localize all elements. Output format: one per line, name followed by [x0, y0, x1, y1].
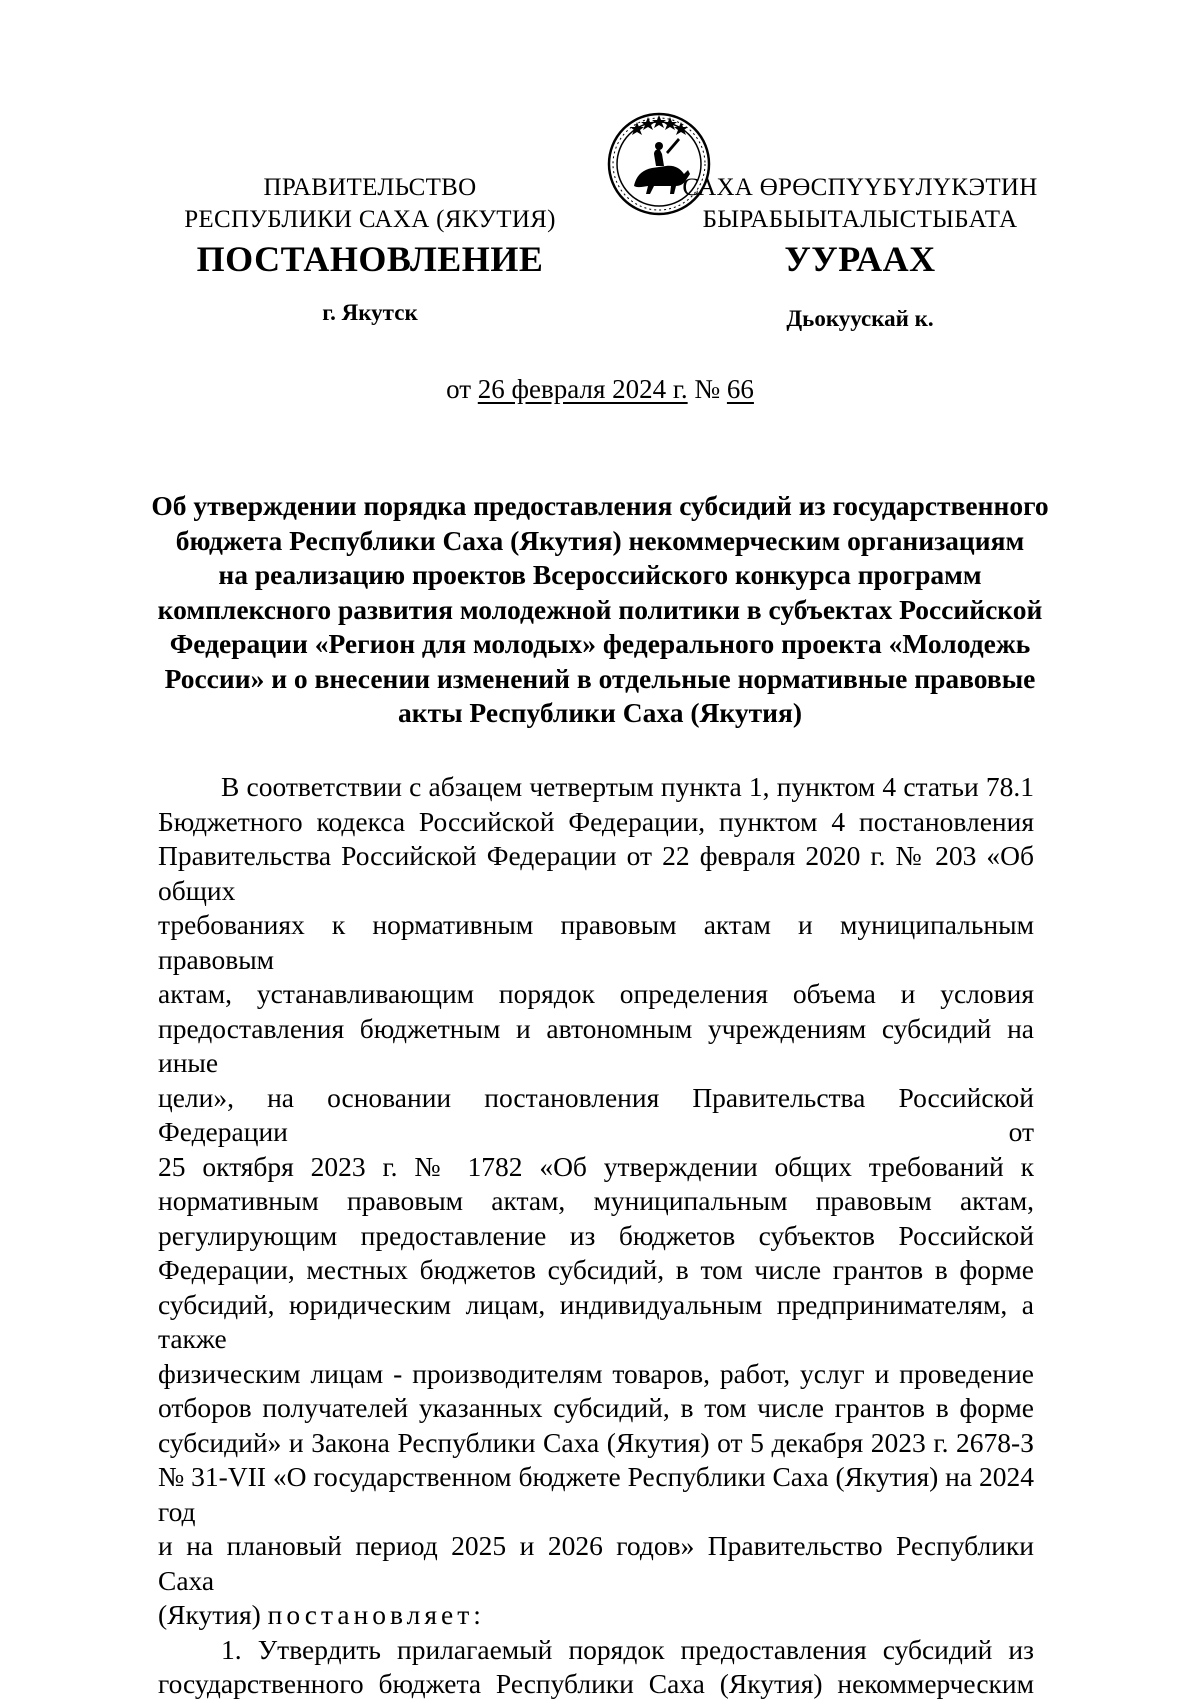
title-line: России» и о внесении изменений в отдельные нормативные правовые [164, 662, 1036, 694]
number-sign: № [694, 374, 721, 404]
date-prefix: от [446, 374, 472, 404]
gov-name-ru-line2: РЕСПУБЛИКИ САХА (ЯКУТИЯ) [184, 206, 556, 233]
body-line: Правительства Российской Федерации от 22 февраля 2020 г. № 203 «Об общих [158, 840, 1034, 906]
gov-name-sakha-line2: БЫРАБЫЫТАЛЫСТЫБАТА [702, 206, 1018, 233]
doc-type-sakha: УУРААХ [784, 239, 936, 279]
city-ru: г. Якутск [322, 300, 418, 325]
title-line: на реализацию проектов Всероссийского конкурса программ [218, 559, 982, 590]
item-1-line: 1. Утвердить прилагаемый порядок предоставления субсидий из [221, 1633, 1034, 1665]
body-line: требованиях к нормативным правовым актам и муниципальным правовым [158, 909, 1034, 975]
body-line: В соответствии с абзацем четвертым пункта 1, пунктом 4 статьи 78.1 [221, 771, 1034, 802]
title-line: комплексного развития молодежной политики в субъектах Российской [157, 593, 1043, 625]
body-line: физическим лицам - производителям товаров, работ, услуг и проведение [158, 1357, 1034, 1389]
title-line: акты Республики Саха (Якутия) [397, 697, 802, 728]
title-line: Об утверждении порядка предоставления субсидий из государственного [151, 490, 1049, 521]
title-line: бюджета Республики Саха (Якутия) некоммерческим организациям [175, 524, 1025, 556]
document-title [130, 489, 1070, 731]
decree-word: постановляет: [267, 1599, 485, 1630]
body-line-final [158, 1598, 1034, 1633]
gov-name-ru [170, 172, 570, 236]
preamble-paragraph [158, 770, 1034, 1702]
body-line: Бюджетного кодекса Российской Федерации, пунктом 4 постановления [158, 805, 1034, 837]
gov-name-sakha-line1: САХА ӨРӨСПҮҮБҮЛҮКЭТИН [682, 174, 1038, 201]
body-line: 25 октября 2023 г. № 1782 «Об утверждении общих требований к [158, 1150, 1034, 1182]
body-line: и на плановый период 2025 и 2026 годов» Правительство Республики Саха [158, 1530, 1034, 1596]
body-line: № 31-VII «О государственном бюджете Республики Саха (Якутия) на 2024 год [158, 1461, 1034, 1527]
body-line: актам, устанавливающим порядок определения объема и условия [158, 978, 1034, 1009]
body-line: Федерации, местных бюджетов субсидий, в том числе грантов в форме [158, 1254, 1034, 1285]
body-line: (Якутия) [158, 1599, 261, 1630]
body-line: нормативным правовым актам, муниципальным правовым актам, [158, 1185, 1034, 1216]
body-line: субсидий, юридическим лицам, индивидуальным предпринимателям, а также [158, 1288, 1034, 1354]
document-number: 66 [726, 374, 754, 404]
gov-name-sakha [680, 172, 1040, 236]
document-date: 26 февраля 2024 г. [477, 374, 688, 404]
gov-name-ru-line1: ПРАВИТЕЛЬСТВО [263, 174, 477, 201]
item-1-line: государственного бюджета Республики Саха (Якутия) некоммерческим [158, 1668, 1034, 1699]
body-line: отборов получателей указанных субсидий, в том числе грантов в форме [158, 1392, 1034, 1423]
body-line: цели», на основании постановления Правительства Российской Федерации от [158, 1081, 1034, 1147]
title-line: Федерации «Регион для молодых» федерального проекта «Молодежь [169, 628, 1031, 659]
doc-type-ru: ПОСТАНОВЛЕНИЕ [196, 239, 544, 279]
city-sakha: Дьокуускай к. [786, 306, 934, 331]
date-number-line [0, 374, 1200, 405]
body-line: предоставления бюджетным и автономным учреждениям субсидий на иные [158, 1012, 1034, 1078]
body-line: регулирующим предоставление из бюджетов субъектов Российской [158, 1219, 1034, 1251]
body-line: субсидий» и Закона Республики Саха (Якутия) от 5 декабря 2023 г. 2678-З [158, 1426, 1034, 1458]
